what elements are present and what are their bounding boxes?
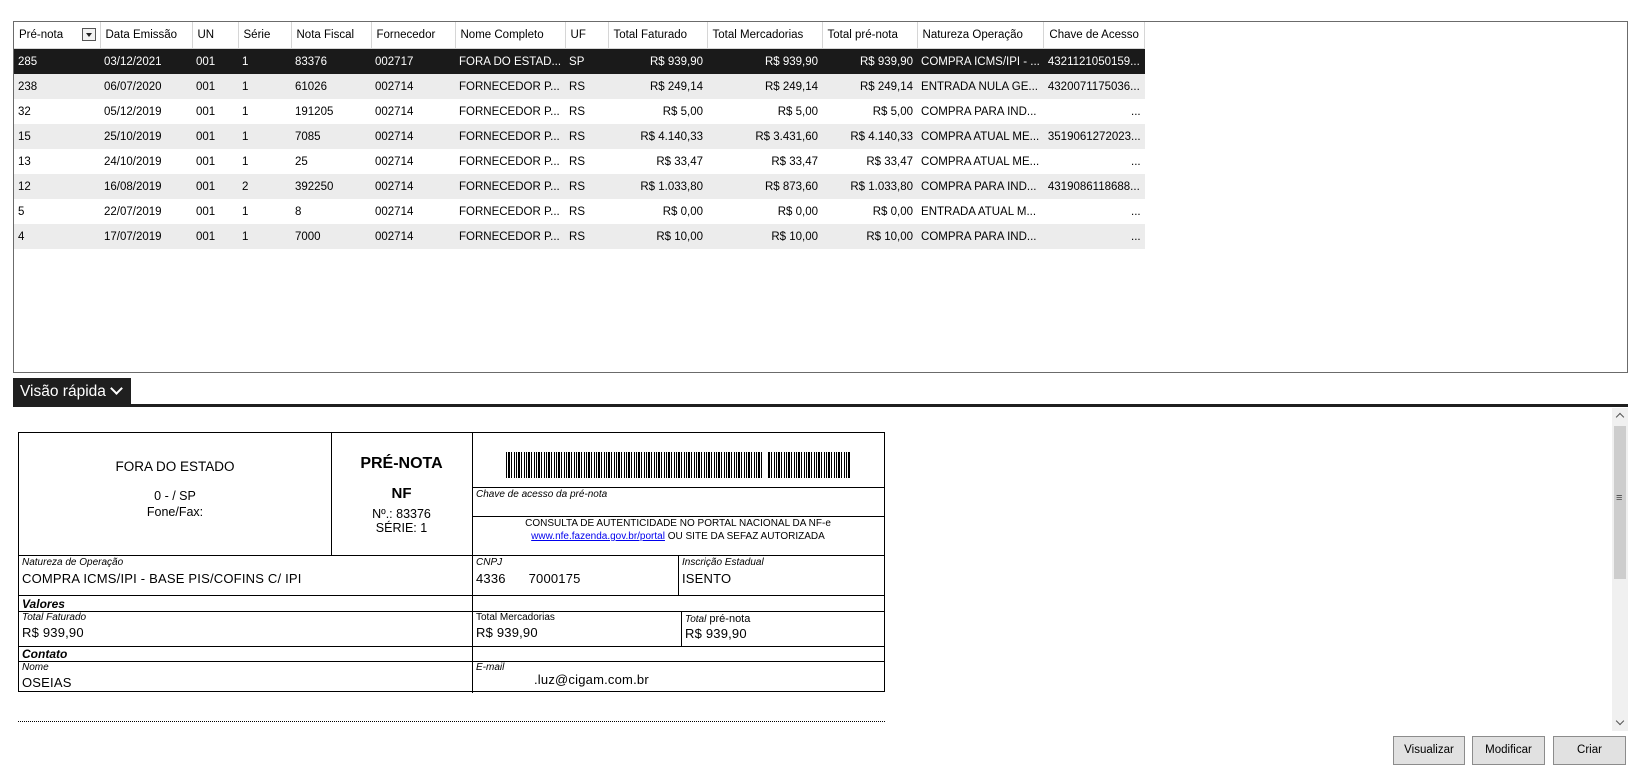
nature-value: COMPRA ICMS/IPI - BASE PIS/COFINS C/ IPI: [22, 571, 302, 586]
table-cell[interactable]: 191205: [295, 105, 334, 118]
column-header-label: Chave de Acesso: [1049, 29, 1139, 41]
table-cell[interactable]: 03/12/2021: [100, 49, 192, 75]
column-header-label: Fornecedor: [376, 29, 436, 41]
table-cell[interactable]: 1: [238, 224, 291, 249]
table-row[interactable]: [14, 149, 1145, 174]
table-cell[interactable]: 001: [192, 124, 238, 149]
table-cell[interactable]: R$ 10,00: [707, 224, 822, 249]
column-header[interactable]: [917, 22, 1044, 49]
table-cell[interactable]: 61026: [291, 74, 371, 99]
nf-label: NF: [391, 485, 412, 502]
table-cell[interactable]: 001: [196, 205, 216, 218]
nature-label: Natureza de Operação: [22, 557, 124, 568]
table-cell[interactable]: 1: [238, 74, 291, 99]
cnpj-value: 4336 7000175: [476, 571, 581, 586]
table-cell[interactable]: 001: [196, 105, 216, 118]
table-cell[interactable]: 285: [14, 49, 100, 75]
name-value: OSEIAS: [22, 675, 72, 690]
column-header-label: UF: [570, 29, 586, 41]
total-billed-value: R$ 939,90: [22, 625, 84, 640]
table-cell[interactable]: 15: [14, 124, 100, 149]
cnpj-label: CNPJ: [476, 557, 503, 568]
view-button[interactable]: Visualizar: [1393, 736, 1465, 765]
table-cell[interactable]: FORNECEDOR P...: [459, 205, 560, 218]
table-cell[interactable]: R$ 249,14: [608, 74, 707, 99]
table-cell[interactable]: 7000: [291, 224, 371, 249]
table-cell[interactable]: 002714: [371, 74, 455, 99]
table-cell[interactable]: 392250: [291, 174, 371, 199]
table-row[interactable]: [14, 174, 1145, 199]
table-cell[interactable]: FORA DO ESTAD...: [455, 49, 565, 75]
table-cell[interactable]: 25/10/2019: [100, 124, 192, 149]
table-cell[interactable]: 4319086118688...: [1044, 174, 1145, 199]
portal-link[interactable]: www.nfe.fazenda.gov.br/portal: [531, 531, 665, 542]
pre-note-document: [18, 432, 885, 692]
table-cell[interactable]: FORNECEDOR P...: [455, 224, 565, 249]
table-cell[interactable]: COMPRA ICMS/IPI - ...: [917, 49, 1044, 75]
company-phone: Fone/Fax:: [146, 505, 204, 519]
column-header-label: Nota Fiscal: [296, 29, 355, 41]
table-cell[interactable]: FORNECEDOR P...: [455, 174, 565, 199]
table-cell[interactable]: 002714: [371, 124, 455, 149]
table-cell[interactable]: 4321121050159...: [1044, 49, 1145, 75]
table-cell[interactable]: R$ 249,14: [707, 74, 822, 99]
table-cell[interactable]: R$ 10,00: [608, 224, 707, 249]
table-cell[interactable]: 2: [238, 174, 291, 199]
column-header[interactable]: [455, 22, 565, 49]
column-header[interactable]: [707, 22, 822, 49]
table-cell[interactable]: R$ 939,90: [608, 49, 707, 75]
table-cell[interactable]: ...: [1131, 205, 1141, 218]
document-title: PRÉ-NOTA: [360, 455, 443, 472]
divider: [472, 433, 473, 693]
contact-title: Contato: [22, 647, 68, 661]
table-cell[interactable]: ENTRADA NULA GE...: [917, 74, 1044, 99]
table-cell[interactable]: R$ 4.140,33: [608, 124, 707, 149]
table-cell[interactable]: ...: [1131, 105, 1141, 118]
table-cell[interactable]: 17/07/2019: [100, 224, 192, 249]
table-cell[interactable]: RS: [569, 155, 586, 168]
table-cell[interactable]: 32: [18, 105, 31, 118]
table-cell[interactable]: R$ 1.033,80: [608, 174, 707, 199]
table-cell[interactable]: R$ 5,00: [777, 105, 819, 118]
modify-button[interactable]: Modificar: [1472, 736, 1545, 765]
state-reg-value: ISENTO: [682, 571, 732, 586]
table-cell[interactable]: ...: [1044, 224, 1145, 249]
table-cell[interactable]: 1: [238, 49, 291, 75]
table-row[interactable]: [14, 224, 1145, 249]
consult-line: CONSULTA DE AUTENTICIDADE NO PORTAL NACIONAL DA NF-e: [525, 518, 831, 529]
table-cell[interactable]: COMPRA PARA IND...: [917, 174, 1044, 199]
state-reg-label: Inscrição Estadual: [682, 557, 764, 568]
table-cell[interactable]: RS: [565, 224, 608, 249]
divider: [19, 595, 884, 596]
email-label: E-mail: [476, 662, 505, 673]
table-cell[interactable]: 83376: [291, 49, 371, 75]
table-cell[interactable]: 238: [14, 74, 100, 99]
table-cell[interactable]: 002717: [371, 49, 455, 75]
table-cell[interactable]: R$ 0,00: [662, 205, 704, 218]
divider: [678, 555, 679, 595]
scroll-down-icon[interactable]: [1612, 715, 1628, 731]
table-cell[interactable]: ENTRADA ATUAL M...: [921, 205, 1037, 218]
column-header[interactable]: [1044, 22, 1145, 49]
column-header-label: Data Emissão: [105, 29, 178, 41]
consult-suffix: OU SITE DA SEFAZ AUTORIZADA: [664, 531, 825, 542]
table-cell[interactable]: 24/10/2019: [104, 155, 162, 168]
total-billed-label: Total Faturado: [22, 612, 87, 623]
pre-notes-grid[interactable]: [13, 21, 1628, 373]
column-header-label: UN: [197, 29, 215, 41]
column-header[interactable]: [291, 22, 371, 49]
table-cell[interactable]: COMPRA PARA IND...: [917, 224, 1044, 249]
table-cell[interactable]: R$ 3.431,60: [707, 124, 822, 149]
table-cell[interactable]: R$ 33,47: [866, 155, 914, 168]
page-separator: [18, 721, 885, 722]
column-header[interactable]: [100, 22, 192, 49]
scroll-up-icon[interactable]: [1612, 408, 1628, 424]
table-cell[interactable]: SP: [565, 49, 608, 75]
document-number: Nº.: 83376: [372, 507, 431, 521]
consult-link-line: [472, 531, 884, 542]
column-header[interactable]: [371, 22, 455, 49]
column-header-label: Total pré-nota: [827, 29, 898, 41]
table-row[interactable]: [14, 74, 1145, 99]
table-cell[interactable]: R$ 5,00: [662, 105, 704, 118]
table-cell[interactable]: 002714: [375, 105, 414, 118]
table-cell[interactable]: 1: [238, 124, 291, 149]
table-cell[interactable]: RS: [569, 205, 586, 218]
barcode: [506, 452, 851, 478]
chevron-down-icon: [110, 382, 123, 395]
table-cell[interactable]: R$ 5,00: [872, 105, 914, 118]
company-address: 0 - / SP: [154, 489, 196, 503]
table-cell[interactable]: 8: [295, 205, 302, 218]
divider: [681, 611, 682, 646]
table-cell[interactable]: R$ 939,90: [707, 49, 822, 75]
divider: [19, 646, 884, 647]
table-cell[interactable]: 001: [192, 74, 238, 99]
table-cell[interactable]: R$ 4.140,33: [822, 124, 917, 149]
column-header-label: Pré-nota: [19, 29, 64, 41]
total-goods-label: Total Mercadorias: [476, 612, 555, 623]
table-cell[interactable]: R$ 939,90: [822, 49, 917, 75]
table-cell[interactable]: RS: [569, 105, 586, 118]
table-cell[interactable]: 5: [18, 205, 25, 218]
table-cell[interactable]: 4320071175036...: [1044, 74, 1145, 99]
table-cell[interactable]: 002714: [375, 205, 414, 218]
table-cell[interactable]: 001: [192, 49, 238, 75]
table-cell[interactable]: RS: [565, 174, 608, 199]
column-header[interactable]: [14, 22, 100, 49]
table-cell[interactable]: 001: [192, 174, 238, 199]
table-cell[interactable]: 25: [295, 155, 308, 168]
values-title: Valores: [22, 597, 65, 611]
table-cell[interactable]: 001: [192, 224, 238, 249]
column-header[interactable]: [192, 22, 238, 49]
column-header-label: Série: [243, 29, 271, 41]
column-header-label: Nome Completo: [460, 29, 544, 41]
create-button[interactable]: Criar: [1553, 736, 1626, 765]
divider: [19, 611, 884, 612]
table-cell[interactable]: 002714: [371, 224, 455, 249]
divider: [472, 516, 884, 517]
table-cell[interactable]: 12: [14, 174, 100, 199]
table-cell[interactable]: R$ 0,00: [872, 205, 914, 218]
name-label: Nome: [22, 662, 49, 673]
table-cell[interactable]: R$ 10,00: [822, 224, 917, 249]
table-cell[interactable]: ...: [1131, 155, 1141, 168]
table-cell[interactable]: 05/12/2019: [104, 105, 162, 118]
quick-view-label: Visão rápida: [20, 383, 106, 400]
table-cell[interactable]: R$ 1.033,80: [822, 174, 917, 199]
column-header[interactable]: [238, 22, 291, 49]
table-cell[interactable]: 4: [14, 224, 100, 249]
table-cell[interactable]: R$ 873,60: [707, 174, 822, 199]
table-cell[interactable]: RS: [565, 74, 608, 99]
table-cell[interactable]: COMPRA PARA IND...: [921, 105, 1037, 118]
column-header[interactable]: [608, 22, 707, 49]
total-pre-label-suffix: pré-nota: [706, 613, 751, 625]
quick-view-divider: [13, 404, 1628, 407]
table-cell[interactable]: 22/07/2019: [104, 205, 162, 218]
quick-view-scrollbar[interactable]: [1612, 408, 1628, 731]
column-header-label: Total Faturado: [613, 29, 688, 41]
table-row[interactable]: [14, 49, 1145, 75]
table-cell[interactable]: FORNECEDOR P...: [459, 105, 560, 118]
table-cell[interactable]: R$ 0,00: [777, 205, 819, 218]
table-cell[interactable]: R$ 33,47: [656, 155, 704, 168]
divider: [19, 555, 884, 556]
table-cell[interactable]: 002714: [375, 155, 414, 168]
table-cell[interactable]: 001: [196, 155, 216, 168]
total-goods-value: R$ 939,90: [476, 625, 538, 640]
company-name: FORA DO ESTADO: [115, 459, 235, 474]
divider: [472, 487, 884, 488]
table-cell[interactable]: FORNECEDOR P...: [459, 155, 560, 168]
filter-dropdown-icon[interactable]: [82, 28, 96, 41]
access-key-label: Chave de acesso da pré-nota: [476, 489, 608, 500]
quick-view-tab[interactable]: [13, 378, 131, 405]
table-cell[interactable]: R$ 33,47: [771, 155, 819, 168]
table-row[interactable]: [14, 99, 1145, 124]
column-header[interactable]: [822, 22, 917, 49]
table-cell[interactable]: 002714: [371, 174, 455, 199]
column-header[interactable]: [565, 22, 608, 49]
divider: [19, 661, 884, 662]
table-cell[interactable]: FORNECEDOR P...: [455, 124, 565, 149]
table-cell[interactable]: 1: [242, 105, 249, 118]
table-cell[interactable]: 06/07/2020: [100, 74, 192, 99]
document-series: SÉRIE: 1: [375, 521, 428, 535]
table-cell[interactable]: 13: [18, 155, 31, 168]
total-pre-value: R$ 939,90: [685, 626, 747, 641]
table-cell[interactable]: COMPRA ATUAL ME...: [917, 124, 1044, 149]
total-pre-label: [685, 613, 750, 625]
table-cell[interactable]: COMPRA ATUAL ME...: [921, 155, 1040, 168]
table-cell[interactable]: R$ 249,14: [822, 74, 917, 99]
table-cell[interactable]: 1: [242, 205, 249, 218]
column-header-label: Total Mercadorias: [712, 29, 804, 41]
table-cell[interactable]: FORNECEDOR P...: [455, 74, 565, 99]
table-cell[interactable]: 16/08/2019: [100, 174, 192, 199]
table-row[interactable]: [14, 124, 1145, 149]
table-row[interactable]: [14, 199, 1145, 224]
table-cell[interactable]: 1: [242, 155, 249, 168]
scroll-thumb[interactable]: [1614, 426, 1626, 579]
table-cell[interactable]: 7085: [291, 124, 371, 149]
grid-table: [14, 22, 1145, 249]
total-pre-label-prefix: Total: [685, 614, 707, 625]
table-cell[interactable]: 3519061272023...: [1044, 124, 1145, 149]
table-cell[interactable]: RS: [565, 124, 608, 149]
column-header-label: Natureza Operação: [922, 29, 1023, 41]
email-value: .luz@cigam.com.br: [534, 672, 649, 687]
